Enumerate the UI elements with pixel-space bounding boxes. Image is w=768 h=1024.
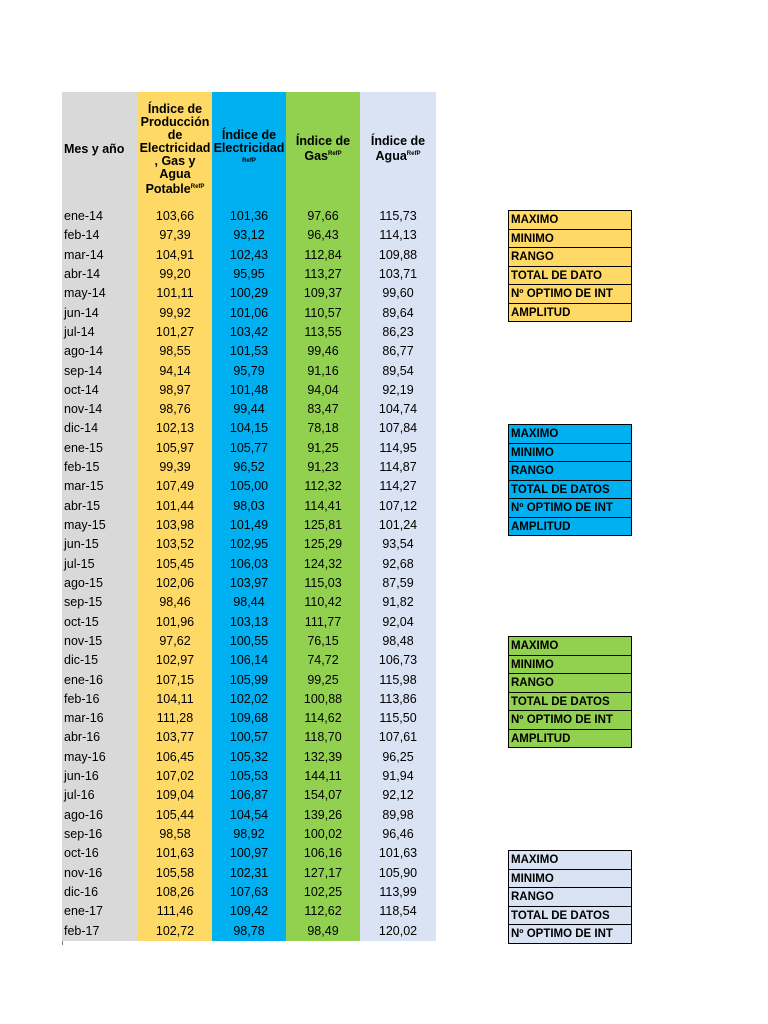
months-cell[interactable]: oct-15	[64, 614, 99, 629]
gas-cell[interactable]: 102,25	[303, 884, 343, 899]
water-cell[interactable]: 92,19	[382, 382, 414, 397]
gas-cell[interactable]: 125,29	[303, 537, 343, 552]
gas-cell[interactable]: 125,81	[303, 518, 343, 532]
gas-cell[interactable]: 109,37	[303, 286, 343, 301]
production-cell[interactable]: 111,46	[156, 904, 194, 919]
electricity-cell[interactable]: 100,55	[229, 633, 269, 648]
months-cell[interactable]: feb-17	[64, 923, 100, 938]
water-cell[interactable]: 92,12	[382, 788, 414, 803]
months-cell[interactable]: may-14	[64, 286, 106, 301]
stat-label-yellow[interactable]: RANGO	[508, 247, 632, 267]
electricity-cell[interactable]: 105,99	[229, 672, 269, 687]
production-cell[interactable]: 102,72	[155, 923, 195, 938]
months-cell[interactable]: jun-16	[64, 769, 99, 784]
stat-label-green[interactable]: Nº OPTIMO DE INT	[508, 710, 632, 730]
production-cell[interactable]: 101,11	[156, 286, 194, 301]
months-cell[interactable]: dic-15	[64, 653, 99, 668]
header-month-label: Mes y año	[64, 142, 125, 156]
months-cell[interactable]: abr-14	[64, 266, 101, 281]
water-cell[interactable]: 96,25	[382, 749, 414, 764]
header-gas[interactable]	[286, 92, 360, 207]
production-cell[interactable]: 107,49	[155, 479, 195, 494]
months-cell[interactable]: feb-14	[64, 228, 100, 243]
header-production[interactable]	[138, 92, 212, 207]
months-cell[interactable]: may-16	[64, 749, 106, 764]
production-cell[interactable]: 98,58	[159, 827, 191, 841]
production-cell[interactable]: 99,39	[159, 460, 191, 475]
months-cell[interactable]: ago-14	[64, 344, 103, 359]
stat-label-yellow[interactable]: Nº OPTIMO DE INT	[508, 284, 632, 304]
gas-cell[interactable]: 112,62	[304, 904, 342, 919]
production-cell[interactable]: 103,66	[155, 209, 195, 223]
gas-cell[interactable]: 91,23	[307, 460, 339, 475]
gas-cell[interactable]: 124,32	[303, 556, 343, 571]
electricity-cell[interactable]: 101,49	[229, 518, 269, 532]
electricity-cell[interactable]: 106,14	[229, 653, 269, 668]
stat-label-yellow[interactable]: TOTAL DE DATO	[508, 266, 632, 286]
water-cell[interactable]: 114,13	[379, 228, 417, 243]
water-cell[interactable]: 106,73	[378, 653, 418, 668]
months-cell[interactable]: ago-16	[64, 807, 103, 822]
electricity-cell[interactable]: 103,42	[229, 324, 269, 339]
gas-cell[interactable]: 94,04	[307, 382, 339, 397]
gas-cell[interactable]: 112,32	[304, 479, 342, 494]
header-production-text: Índice de Producción de Electricidad , Gas y Agua Potable	[139, 101, 211, 197]
production-cell[interactable]: 105,97	[155, 440, 195, 455]
header-gas-sup: RefP	[327, 151, 342, 158]
water-cell[interactable]: 91,94	[382, 769, 414, 784]
water-column	[360, 207, 436, 941]
months-cell[interactable]: jul-15	[64, 556, 95, 571]
months-cell[interactable]: jun-15	[64, 537, 99, 552]
production-cell[interactable]: 102,13	[155, 421, 195, 436]
electricity-cell[interactable]: 105,77	[229, 440, 269, 455]
water-cell[interactable]: 86,23	[382, 324, 414, 339]
water-cell[interactable]: 109,88	[378, 247, 418, 262]
electricity-cell[interactable]: 95,95	[233, 266, 265, 281]
electricity-cell[interactable]: 96,52	[233, 460, 265, 475]
header-electricity-label	[212, 129, 286, 170]
electricity-cell[interactable]: 99,44	[233, 402, 265, 417]
months-cell[interactable]: mar-14	[64, 247, 104, 262]
electricity-cell[interactable]: 102,02	[229, 691, 269, 706]
gas-cell[interactable]: 99,46	[307, 344, 339, 359]
gas-cell[interactable]: 106,16	[303, 846, 343, 861]
header-month[interactable]	[62, 92, 138, 207]
electricity-cell[interactable]: 98,44	[233, 595, 265, 610]
production-cell[interactable]: 101,44	[155, 498, 195, 513]
water-cell[interactable]: 113,86	[379, 691, 417, 706]
production-cell[interactable]: 98,55	[159, 344, 191, 359]
stat-label-green[interactable]: MAXIMO	[508, 636, 632, 656]
gas-column	[286, 207, 360, 941]
electricity-cell[interactable]: 102,43	[229, 247, 269, 262]
water-cell[interactable]: 98,48	[382, 633, 414, 648]
months-cell[interactable]: nov-14	[64, 402, 103, 417]
months-cell[interactable]: oct-16	[64, 846, 99, 861]
gas-cell[interactable]: 97,66	[307, 209, 339, 223]
months-cell[interactable]: abr-16	[64, 730, 101, 745]
production-cell[interactable]: 101,63	[155, 846, 195, 861]
gas-cell[interactable]: 113,55	[304, 324, 342, 339]
months-cell[interactable]: ene-17	[64, 904, 103, 919]
electricity-cell[interactable]: 101,36	[229, 209, 269, 223]
electricity-cell[interactable]: 109,68	[229, 711, 269, 726]
gas-cell[interactable]: 118,70	[304, 730, 342, 745]
production-cell[interactable]: 94,14	[159, 363, 191, 378]
stat-label-lavender[interactable]: MINIMO	[508, 869, 632, 889]
electricity-cell[interactable]: 102,31	[229, 865, 269, 880]
gas-cell[interactable]: 100,02	[303, 827, 343, 841]
months-cell[interactable]: nov-16	[64, 865, 103, 880]
electricity-cell[interactable]: 105,53	[229, 769, 269, 784]
electricity-cell[interactable]: 93,12	[233, 228, 265, 243]
stat-label-lavender[interactable]: TOTAL DE DATOS	[508, 906, 632, 926]
stats-box-gas	[508, 636, 632, 748]
electricity-cell[interactable]: 103,13	[229, 614, 269, 629]
gas-cell[interactable]: 78,18	[307, 421, 339, 436]
months-cell[interactable]: mar-15	[64, 479, 104, 494]
header-water-text: Índice de Agua	[370, 134, 426, 164]
gas-cell[interactable]: 114,41	[304, 498, 342, 513]
gas-cell[interactable]: 91,16	[307, 363, 339, 378]
water-cell[interactable]: 114,95	[379, 440, 417, 455]
months-cell[interactable]: dic-16	[64, 884, 99, 899]
months-cell[interactable]: sep-16	[64, 827, 103, 841]
water-cell[interactable]: 105,90	[378, 865, 418, 880]
months-cell[interactable]: dic-14	[64, 421, 99, 436]
gas-cell[interactable]: 144,11	[304, 769, 342, 784]
electricity-cell[interactable]: 107,63	[229, 884, 269, 899]
stat-label-green[interactable]: AMPLITUD	[508, 729, 632, 749]
stat-label-green[interactable]: MINIMO	[508, 655, 632, 675]
production-cell[interactable]: 107,15	[155, 672, 195, 687]
water-cell[interactable]: 104,74	[378, 402, 418, 417]
production-cell[interactable]: 107,02	[155, 769, 195, 784]
production-cell[interactable]: 104,11	[156, 691, 194, 706]
water-cell[interactable]: 91,82	[382, 595, 414, 610]
gas-cell[interactable]: 99,25	[307, 672, 339, 687]
stat-label-blue[interactable]: RANGO	[508, 461, 632, 481]
water-cell[interactable]: 114,87	[379, 460, 417, 475]
electricity-cell[interactable]: 106,03	[229, 556, 269, 571]
months-cell[interactable]: oct-14	[64, 382, 99, 397]
production-cell[interactable]: 103,98	[155, 518, 195, 532]
production-cell[interactable]: 105,44	[155, 807, 195, 822]
water-cell[interactable]: 113,99	[379, 884, 417, 899]
gas-cell[interactable]: 83,47	[307, 402, 339, 417]
production-cell[interactable]: 97,39	[159, 228, 191, 243]
electricity-column	[212, 207, 286, 941]
gas-cell[interactable]: 111,77	[304, 614, 342, 629]
production-column	[138, 207, 212, 941]
stats-box-production	[508, 210, 632, 322]
gas-cell[interactable]: 115,03	[304, 575, 342, 590]
water-cell[interactable]: 86,77	[382, 344, 414, 359]
gas-cell[interactable]: 74,72	[307, 653, 339, 668]
production-cell[interactable]: 98,76	[159, 402, 191, 417]
water-cell[interactable]: 101,63	[378, 846, 418, 861]
water-cell[interactable]: 96,46	[382, 827, 414, 841]
water-cell[interactable]: 87,59	[382, 575, 414, 590]
stat-label-yellow[interactable]: MAXIMO	[508, 210, 632, 230]
electricity-cell[interactable]: 100,29	[229, 286, 269, 301]
months-cell[interactable]: ene-14	[64, 209, 103, 223]
month-column	[62, 207, 138, 941]
gas-cell[interactable]: 110,57	[304, 305, 342, 320]
water-cell[interactable]: 115,50	[379, 711, 417, 726]
months-cell[interactable]: sep-15	[64, 595, 103, 610]
header-gas-text: Índice de Gas	[295, 134, 351, 164]
months-cell[interactable]: nov-15	[64, 633, 103, 648]
water-cell[interactable]: 89,98	[382, 807, 414, 822]
water-cell[interactable]: 120,02	[378, 923, 418, 938]
months-cell[interactable]: ago-15	[64, 575, 103, 590]
water-cell[interactable]: 107,84	[378, 421, 418, 436]
gas-cell[interactable]: 127,17	[303, 865, 343, 880]
water-cell[interactable]: 89,54	[382, 363, 414, 378]
months-cell[interactable]: feb-16	[64, 691, 100, 706]
stat-label-blue[interactable]: Nº OPTIMO DE INT	[508, 498, 632, 518]
gas-cell[interactable]: 113,27	[304, 266, 342, 281]
electricity-cell[interactable]: 98,78	[233, 923, 265, 938]
stat-label-blue[interactable]: MAXIMO	[508, 424, 632, 444]
production-cell[interactable]: 109,04	[155, 788, 195, 803]
production-cell[interactable]: 101,27	[155, 324, 195, 339]
electricity-cell[interactable]: 109,42	[229, 904, 269, 919]
water-cell[interactable]: 101,24	[378, 518, 418, 532]
months-cell[interactable]: jun-14	[64, 305, 99, 320]
water-cell[interactable]: 103,71	[378, 266, 418, 281]
header-water[interactable]	[360, 92, 436, 207]
gas-cell[interactable]: 98,49	[307, 923, 339, 938]
gas-cell[interactable]: 154,07	[303, 788, 343, 803]
gas-cell[interactable]: 139,26	[303, 807, 343, 822]
production-cell[interactable]: 102,06	[155, 575, 195, 590]
stat-label-yellow[interactable]: AMPLITUD	[508, 303, 632, 323]
stats-box-water	[508, 850, 632, 944]
stat-label-blue[interactable]: TOTAL DE DATOS	[508, 480, 632, 500]
header-water-label	[360, 135, 436, 163]
header-gas-label	[286, 135, 360, 163]
water-cell[interactable]: 107,61	[378, 730, 418, 745]
stat-label-blue[interactable]: MINIMO	[508, 443, 632, 463]
stat-label-yellow[interactable]: MINIMO	[508, 229, 632, 249]
electricity-cell[interactable]: 95,79	[233, 363, 265, 378]
electricity-cell[interactable]: 103,97	[229, 575, 269, 590]
production-cell[interactable]: 99,92	[159, 305, 191, 320]
electricity-cell[interactable]: 100,97	[229, 846, 269, 861]
gas-cell[interactable]: 76,15	[307, 633, 339, 648]
months-cell[interactable]: jul-16	[64, 788, 95, 803]
gas-cell[interactable]: 110,42	[304, 595, 342, 610]
water-cell[interactable]: 99,60	[382, 286, 414, 301]
production-cell[interactable]: 103,52	[155, 537, 195, 552]
stat-label-lavender[interactable]: RANGO	[508, 887, 632, 907]
production-cell[interactable]: 97,62	[159, 633, 191, 648]
stats-box-electricity	[508, 424, 632, 536]
water-cell[interactable]: 107,12	[378, 498, 418, 513]
header-water-sup: RefP	[406, 151, 421, 158]
stat-label-lavender[interactable]: Nº OPTIMO DE INT	[508, 924, 632, 944]
water-cell[interactable]: 93,54	[382, 537, 414, 552]
months-cell[interactable]: jul-14	[64, 324, 95, 339]
electricity-cell[interactable]: 100,57	[229, 730, 269, 745]
electricity-cell[interactable]: 101,53	[229, 344, 269, 359]
electricity-cell[interactable]: 104,54	[229, 807, 269, 822]
gas-cell[interactable]: 132,39	[303, 749, 343, 764]
production-cell[interactable]: 104,91	[155, 247, 195, 262]
water-cell[interactable]: 115,73	[379, 209, 417, 223]
header-electricity-sup: RefP	[242, 157, 256, 164]
header-electricity-text: Índice de Electricidad	[213, 127, 285, 155]
gas-cell[interactable]: 100,88	[303, 691, 343, 706]
gas-cell[interactable]: 112,84	[304, 247, 342, 262]
water-cell[interactable]: 114,27	[379, 479, 417, 494]
electricity-cell[interactable]: 105,00	[229, 479, 269, 494]
production-cell[interactable]: 102,97	[155, 653, 195, 668]
production-cell[interactable]: 105,58	[155, 865, 195, 880]
production-cell[interactable]: 98,97	[159, 382, 191, 397]
electricity-cell[interactable]: 102,95	[229, 537, 269, 552]
gas-cell[interactable]: 114,62	[304, 711, 342, 726]
production-cell[interactable]: 108,26	[155, 884, 195, 899]
production-cell[interactable]: 106,45	[155, 749, 195, 764]
months-cell[interactable]: ene-15	[64, 440, 103, 455]
production-cell[interactable]: 111,28	[156, 711, 194, 726]
production-cell[interactable]: 101,96	[155, 614, 195, 629]
water-cell[interactable]: 118,54	[379, 904, 417, 919]
electricity-cell[interactable]: 101,06	[229, 305, 269, 320]
months-cell[interactable]: ene-16	[64, 672, 103, 687]
production-cell[interactable]: 105,45	[155, 556, 195, 571]
water-cell[interactable]: 92,68	[382, 556, 414, 571]
electricity-cell[interactable]: 101,48	[229, 382, 269, 397]
months-cell[interactable]: mar-16	[64, 711, 104, 726]
stat-label-green[interactable]: TOTAL DE DATOS	[508, 692, 632, 712]
gas-cell[interactable]: 96,43	[307, 228, 339, 243]
production-cell[interactable]: 99,20	[159, 266, 191, 281]
months-cell[interactable]: may-15	[64, 518, 106, 532]
header-electricity[interactable]	[212, 92, 286, 207]
stat-label-blue[interactable]: AMPLITUD	[508, 517, 632, 537]
electricity-cell[interactable]: 104,15	[229, 421, 269, 436]
header-production-sup: RefP	[190, 183, 205, 190]
months-cell[interactable]: feb-15	[64, 460, 100, 475]
header-production-label	[138, 103, 212, 196]
water-cell[interactable]: 115,98	[379, 672, 417, 687]
stat-label-green[interactable]: RANGO	[508, 673, 632, 693]
months-cell[interactable]: sep-14	[64, 363, 103, 378]
electricity-cell[interactable]: 105,32	[229, 749, 269, 764]
gas-cell[interactable]: 91,25	[307, 440, 339, 455]
months-cell[interactable]: abr-15	[64, 498, 101, 513]
electricity-cell[interactable]: 106,87	[229, 788, 269, 803]
production-cell[interactable]: 103,77	[155, 730, 195, 745]
production-cell[interactable]: 98,46	[159, 595, 191, 610]
water-cell[interactable]: 89,64	[382, 305, 414, 320]
electricity-cell[interactable]: 98,92	[233, 827, 265, 841]
stat-label-lavender[interactable]: MAXIMO	[508, 850, 632, 870]
water-cell[interactable]: 92,04	[382, 614, 414, 629]
electricity-cell[interactable]: 98,03	[233, 498, 265, 513]
